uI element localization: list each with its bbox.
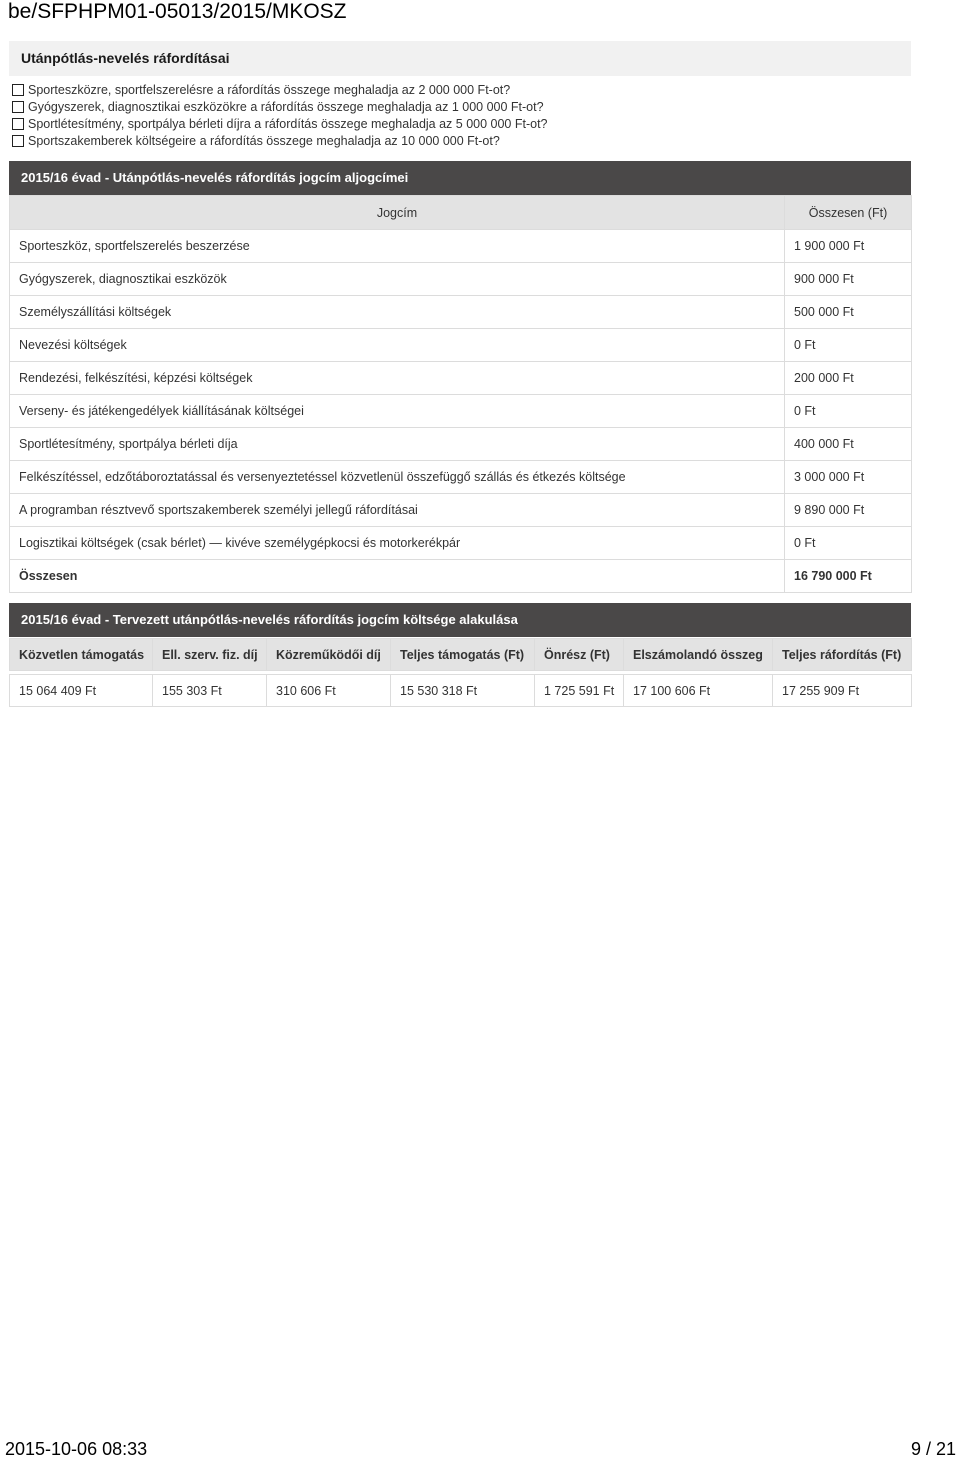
cell-direct-support: 15 064 409 Ft — [10, 675, 153, 707]
row-value: 500 000 Ft — [785, 296, 912, 329]
row-label: A programban résztvevő sportszakemberek személyi jellegű ráfordításai — [10, 494, 785, 527]
row-value: 1 900 000 Ft — [785, 230, 912, 263]
cell-own-contribution: 1 725 591 Ft — [535, 675, 624, 707]
table-row — [10, 230, 912, 263]
column-header-direct-support: Közvetlen támogatás — [10, 639, 153, 671]
subtitle-costs-table — [9, 195, 912, 593]
table-row — [10, 527, 912, 560]
row-label: Felkészítéssel, edzőtáboroztatással és versenyeztetéssel közvetlenül összefüggő szállás és étkezés költsége — [10, 461, 785, 494]
row-value: 9 890 000 Ft — [785, 494, 912, 527]
cell-settlement-amount: 17 100 606 Ft — [624, 675, 773, 707]
table-row — [10, 263, 912, 296]
total-row — [10, 560, 912, 593]
planned-costs-table — [9, 638, 912, 707]
checklist-item[interactable] — [12, 81, 912, 98]
checklist-item[interactable] — [12, 115, 912, 132]
table-row — [10, 362, 912, 395]
checklist — [12, 81, 912, 149]
row-label: Logisztikai költségek (csak bérlet) ― kivéve személygépkocsi és motorkerékpár — [10, 527, 785, 560]
table2-title-bar: 2015/16 évad - Tervezett utánpótlás-nevelés ráfordítás jogcím költsége alakulása — [9, 603, 911, 637]
checkbox[interactable] — [12, 101, 24, 113]
row-label: Rendezési, felkészítési, képzési költségek — [10, 362, 785, 395]
row-label: Személyszállítási költségek — [10, 296, 785, 329]
row-label: Sporteszköz, sportfelszerelés beszerzése — [10, 230, 785, 263]
row-label: Nevezési költségek — [10, 329, 785, 362]
table-header-row — [10, 196, 912, 230]
cell-control-fee: 155 303 Ft — [153, 675, 267, 707]
cell-total-expenditure: 17 255 909 Ft — [773, 675, 912, 707]
column-header-control-fee: Ell. szerv. fiz. díj — [153, 639, 267, 671]
row-value: 0 Ft — [785, 329, 912, 362]
column-header-settlement-amount: Elszámolandó összeg — [624, 639, 773, 671]
table-row — [10, 395, 912, 428]
column-header-intermediary-fee: Közreműködői díj — [267, 639, 391, 671]
cell-intermediary-fee: 310 606 Ft — [267, 675, 391, 707]
section-title: Utánpótlás-nevelés ráfordításai — [9, 41, 911, 76]
footer-page-number: 9 / 21 — [910, 1439, 956, 1459]
table-row — [10, 428, 912, 461]
checklist-item[interactable] — [12, 98, 912, 115]
checklist-item-label: Sporteszközre, sportfelszerelésre a ráfordítás összege meghaladja az 2 000 000 Ft-ot? — [28, 82, 511, 97]
row-label: Sportlétesítmény, sportpálya bérleti díja — [10, 428, 785, 461]
column-header-total-support: Teljes támogatás (Ft) — [391, 639, 535, 671]
document-id: be/SFPHPM01-05013/2015/MKOSZ — [8, 0, 347, 23]
row-label: Gyógyszerek, diagnosztikai eszközök — [10, 263, 785, 296]
row-value: 0 Ft — [785, 395, 912, 428]
table-row — [10, 329, 912, 362]
row-label: Verseny- és játékengedélyek kiállításának költségei — [10, 395, 785, 428]
column-header-total: Összesen (Ft) — [785, 196, 912, 230]
table-row — [10, 461, 912, 494]
table-header-row — [10, 639, 912, 671]
checkbox[interactable] — [12, 135, 24, 147]
table-row — [10, 494, 912, 527]
table-row — [10, 675, 912, 707]
row-value: 900 000 Ft — [785, 263, 912, 296]
table-row — [10, 296, 912, 329]
total-value: 16 790 000 Ft — [785, 560, 912, 593]
checkbox[interactable] — [12, 118, 24, 130]
cell-total-support: 15 530 318 Ft — [391, 675, 535, 707]
column-header-own-contribution: Önrész (Ft) — [535, 639, 624, 671]
checklist-item-label: Sportszakemberek költségeire a ráfordítás összege meghaladja az 10 000 000 Ft-ot? — [28, 133, 500, 148]
footer-date: 2015-10-06 08:33 — [5, 1439, 148, 1459]
row-value: 400 000 Ft — [785, 428, 912, 461]
column-header-total-expenditure: Teljes ráfordítás (Ft) — [773, 639, 912, 671]
row-value: 0 Ft — [785, 527, 912, 560]
checklist-item[interactable] — [12, 132, 912, 149]
total-label: Összesen — [10, 560, 785, 593]
checklist-item-label: Gyógyszerek, diagnosztikai eszközökre a ráfordítás összege meghaladja az 1 000 000 Ft-ot? — [28, 99, 544, 114]
row-value: 3 000 000 Ft — [785, 461, 912, 494]
column-header-jogcim: Jogcím — [10, 196, 785, 230]
checkbox[interactable] — [12, 84, 24, 96]
table1-title-bar: 2015/16 évad - Utánpótlás-nevelés ráfordítás jogcím aljogcímei — [9, 161, 911, 195]
row-value: 200 000 Ft — [785, 362, 912, 395]
checklist-item-label: Sportlétesítmény, sportpálya bérleti díjra a ráfordítás összege meghaladja az 5 000 000 Ft-ot? — [28, 116, 548, 131]
